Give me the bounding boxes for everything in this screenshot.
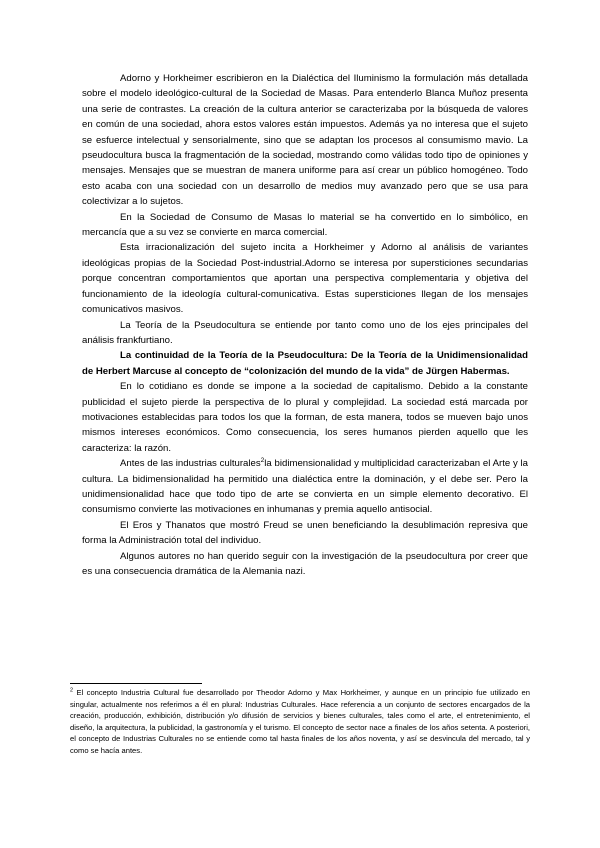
footnote-text: El concepto Industria Cultural fue desarrollado por Theodor Adorno y Max Horkheimer, y aunque en un principio fue utilizado en singular, actualmente nos referimos a él en plural: Industrias Culturales. Hace referencia a un conjunto de sectores encargados de la creación, producción, exhibición, distribución y/o difusión de servicios y bienes culturales, tales como el arte, el entretenimiento, el diseño, la arquitectura, la publicidad, la gastronomía y el turismo. El concepto de sector nace a finales de los años setenta. A posteriori, el concepto de Industrias Culturales no se entiende como tal hasta finales de los años noventa, y así se desvincula del mercado, tal y como se hacía antes. [70,688,530,755]
footnote-marker: 2 [70,687,74,694]
paragraph-irracionalizacion: Esta irracionalización del sujeto incita a Horkheimer y Adorno al análisis de variantes ideológicas propias de la Sociedad Post-industrial.Adorno se interesa por supersticiones secundarias porque concentran comportamientos que aportan una perspectiva complementaria y objetiva del funcionamiento de la ideología cultural-comunicativa. Estas supersticiones llegan de los mensajes comunicativos masivos. [82,242,528,316]
body-text [82,71,528,579]
paragraph-sociedad-consumo: En la Sociedad de Consumo de Masas lo material se ha convertido en lo simbólico, en mercancía que a su vez se convierte en marca comercial. [82,211,528,239]
paragraph-text-before-note: Antes de las industrias culturales [120,458,261,470]
paragraph-alemania-nazi: Algunos autores no han querido seguir con la investigación de la pseudocultura por creer que es una consecuencia dramática de la Alemania nazi. [82,550,528,577]
footnote-reference[interactable]: 2 [260,456,265,464]
paragraph-text-after-note: la bidimensionalidad y multiplicidad caracterizaban el Arte y la cultura. La bidimensionalidad ha permitido una dialéctica entre la dominación, y el debe ser. Pero la unidimensionalidad hace que todo tipo de arte se convierta en un simple elemento decorativo. El consumismo convierte las motivaciones en inhumanas y premia aquello antisocial. [82,458,528,516]
footnote-divider [70,683,202,684]
paragraph-industrias-culturales [82,456,528,518]
paragraph-eros-thanatos: El Eros y Thanatos que mostró Freud se unen beneficiando la desublimación represiva que forma la Administración total del individuo. [82,519,528,547]
section-heading: La continuidad de la Teoría de la Pseudocultura: De la Teoría de la Unidimensionalidad de Herbert Marcuse al concepto de “colonización del mundo de la vida” de Jürgen Habermas. [82,350,528,377]
paragraph-adorno-horkheimer: Adorno y Horkheimer escribieron en la Dialéctica del Iluminismo la formulación más detallada sobre el modelo ideológico-cultural de la Sociedad de Masas. Para entenderlo Blanca Muñoz presenta una serie de contrastes. La creación de la cultura anterior se caracterizaba por la búsqueda de valores en común de una sociedad, ahora estos valores están impuestos. Además ya no interesa que el sujeto se esfuerce intelectual y sensorialmente, sino que se adaptan los procesos al consumismo mavio. La pseudocultura busca la fragmentación de la sociedad, mostrando como válidas todo tipo de opiniones y mensajes. Mensajes que se muestran de manera uniforme para así crear un público homogéneo. Todo esto acaba con una sociedad con un desarrollo de medios muy avanzado pero que se usa para colectivizar a lo sujetos. [82,73,528,208]
paragraph-teoria-pseudocultura: La Teoría de la Pseudocultura se entiende por tanto como uno de los ejes principales del análisis frankfurtiano. [82,319,528,346]
footnote [70,687,530,757]
paragraph-cotidiano: En lo cotidiano es donde se impone a la sociedad de capitalismo. Debido a la constante publicidad el sujeto pierde la perspectiva de lo plural y complejidad. La sociedad está marcada por motivaciones establecidas para todos los que la forman, de esta manera, todos se mueven bajo unos mismos intereses económicos. Como consecuencia, los seres humanos pierden aquello que les caracteriza: la razón. [82,381,528,454]
